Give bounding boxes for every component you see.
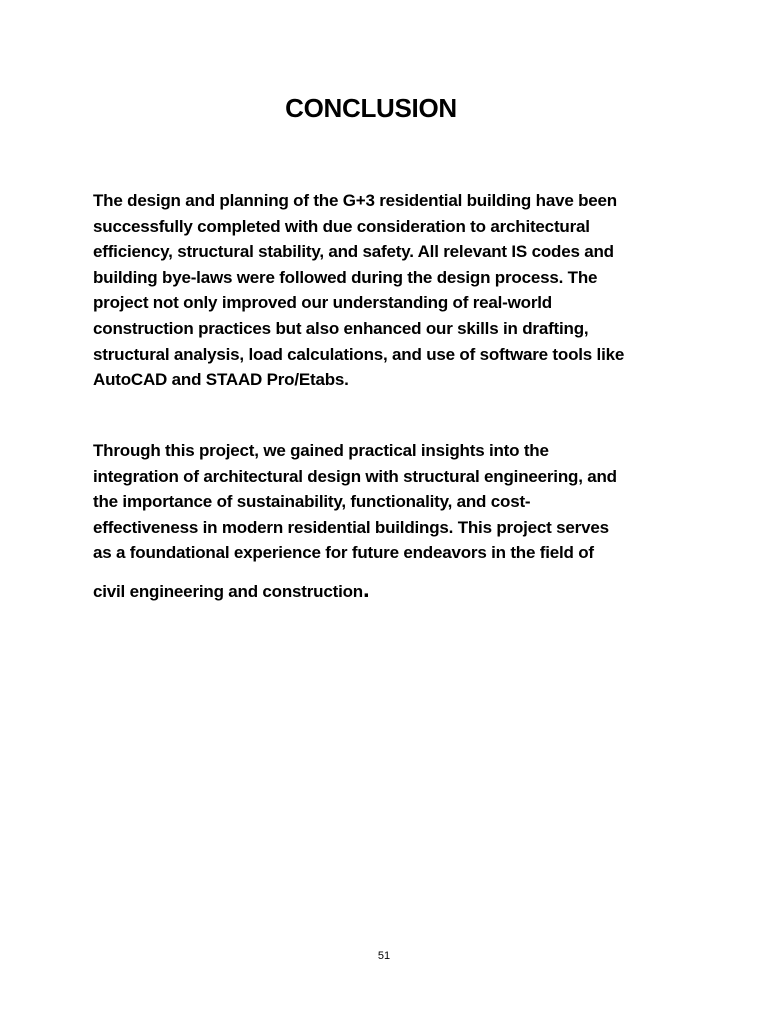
page-number: 51: [377, 950, 391, 962]
paragraph-line: integration of architectural design with structural engineering, and: [93, 466, 617, 486]
final-period: .: [362, 575, 370, 603]
paragraph-line: project not only improved our understanding of real-world: [93, 293, 552, 313]
paragraph-line: AutoCAD and STAAD Pro/Etabs.: [93, 370, 349, 390]
page-title: CONCLUSION: [285, 93, 457, 123]
paragraph-line: effectiveness in modern residential buildings. This project serves: [93, 517, 609, 537]
paragraph-line-text: civil engineering and construction: [93, 581, 363, 601]
conclusion-paragraph-2: [93, 438, 683, 605]
paragraph-line: efficiency, structural stability, and safety. All relevant IS codes and: [93, 242, 614, 262]
paragraph-line: construction practices but also enhanced our skills in drafting,: [93, 318, 589, 338]
paragraph-last-line: [93, 575, 683, 605]
paragraph-line: building bye-laws were followed during the design process. The: [93, 267, 598, 287]
paragraph-line: as a foundational experience for future endeavors in the field of: [93, 543, 594, 563]
paragraph-line: structural analysis, load calculations, and use of software tools like: [93, 344, 625, 364]
paragraph-line: successfully completed with due consideration to architectural: [93, 216, 590, 236]
paragraph-line: The design and planning of the G+3 residential building have been: [93, 191, 617, 210]
conclusion-paragraph-1: [93, 188, 683, 393]
paragraph-line: the importance of sustainability, functionality, and cost-: [93, 492, 531, 512]
paragraph-line: Through this project, we gained practical insights into the: [93, 441, 549, 460]
